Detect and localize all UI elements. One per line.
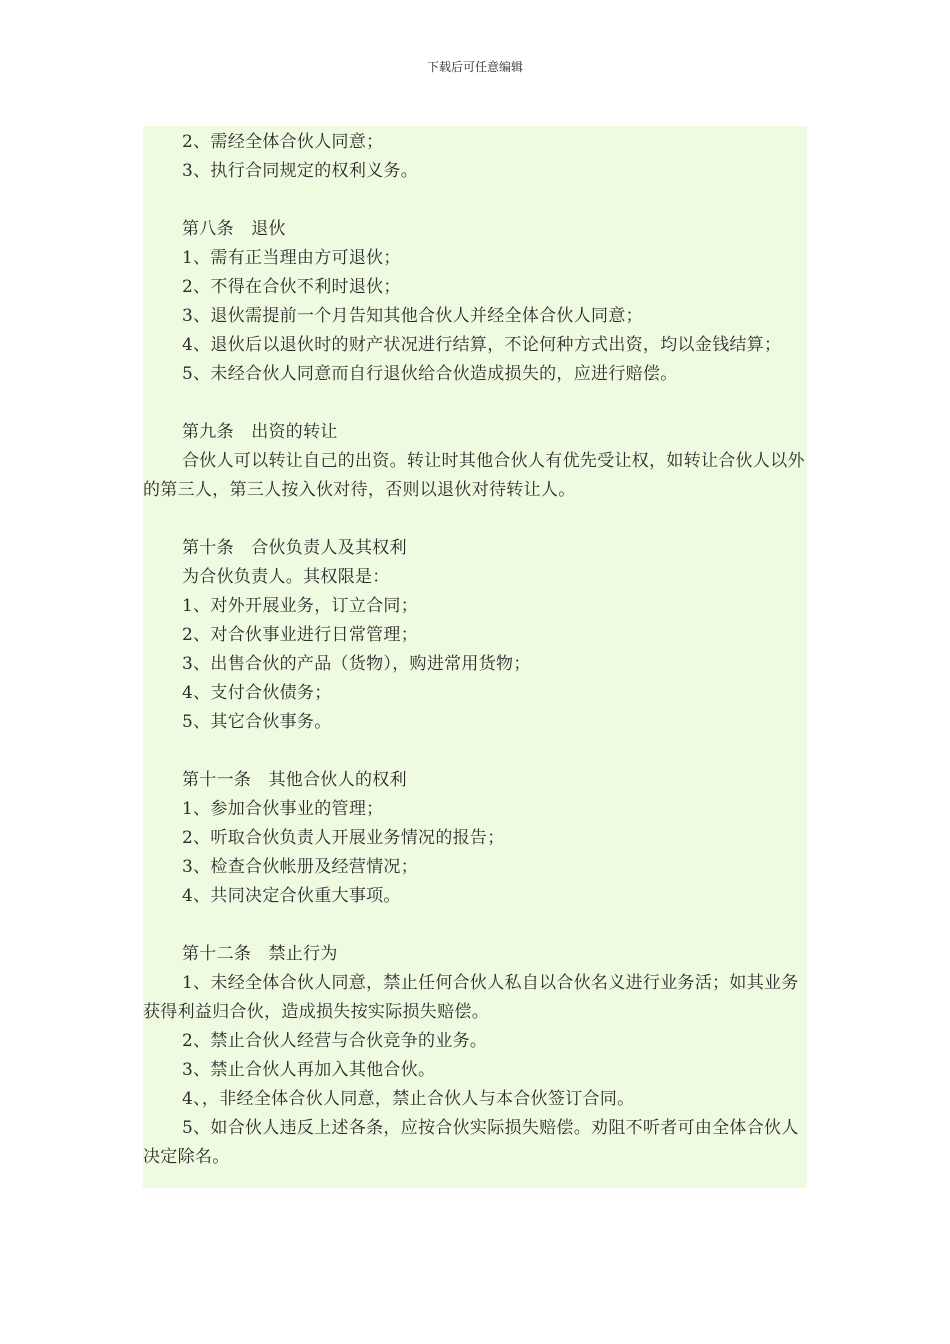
paragraph: 5、未经合伙人同意而自行退伙给合伙造成损失的，应进行赔偿。 — [182, 364, 678, 384]
paragraph: 4、共同决定合伙重大事项。 — [182, 886, 401, 906]
paragraph: 3、禁止合伙人再加入其他合伙。 — [182, 1060, 436, 1080]
paragraph: 3、检查合伙帐册及经营情况； — [182, 857, 419, 877]
blank-line — [143, 505, 807, 534]
paragraph: 1、需有正当理由方可退伙； — [182, 248, 401, 268]
paragraph: 2、需经全体合伙人同意； — [182, 132, 384, 152]
paragraph: 2、对合伙事业进行日常管理； — [182, 625, 419, 645]
paragraph: 3、执行合同规定的权利义务。 — [182, 161, 419, 181]
paragraph: 3、出售合伙的产品（货物），购进常用货物； — [182, 654, 531, 674]
blank-line — [143, 389, 807, 418]
blank-line — [143, 737, 807, 766]
document-body — [143, 126, 807, 1188]
blank-line — [143, 911, 807, 940]
paragraph: 3、退伙需提前一个月告知其他合伙人并经全体合伙人同意； — [182, 306, 643, 326]
paragraph: 2、听取合伙负责人开展业务情况的报告； — [182, 828, 505, 848]
paragraph: 4、支付合伙债务； — [182, 683, 332, 703]
paragraph: 1、未经全体合伙人同意，禁止任何合伙人私自以合伙名义进行业务活；如其业务获得利益归合伙，造成损失按实际损失赔偿。 — [143, 973, 799, 1022]
page-header: 下载后可任意编辑 — [426, 60, 523, 74]
paragraph: 5、其它合伙事务。 — [182, 712, 332, 732]
paragraph: 5、如合伙人违反上述各条，应按合伙实际损失赔偿。劝阻不听者可由全体合伙人决定除名。 — [143, 1118, 799, 1167]
paragraph: 2、不得在合伙不利时退伙； — [182, 277, 401, 297]
paragraph: 4、退伙后以退伙时的财产状况进行结算，不论何种方式出资，均以金钱结算； — [182, 335, 782, 355]
paragraph: 1、对外开展业务，订立合同； — [182, 596, 419, 616]
article-heading: 第九条 出资的转让 — [182, 422, 338, 442]
article-heading: 第八条 退伙 — [182, 219, 286, 239]
article-heading: 第十二条 禁止行为 — [182, 944, 338, 964]
paragraph: 1、参加合伙事业的管理； — [182, 799, 384, 819]
paragraph: 合伙人可以转让自己的出资。转让时其他合伙人有优先受让权，如转让合伙人以外的第三人，第三人按入伙对待，否则以退伙对待转让人。 — [143, 451, 805, 500]
paragraph: 2、禁止合伙人经营与合伙竞争的业务。 — [182, 1031, 488, 1051]
article-heading: 第十一条 其他合伙人的权利 — [182, 770, 407, 790]
blank-line — [143, 186, 807, 215]
paragraph: 4、，非经全体合伙人同意，禁止合伙人与本合伙签订合同。 — [182, 1089, 635, 1109]
paragraph: 为合伙负责人。其权限是： — [182, 567, 390, 587]
article-heading: 第十条 合伙负责人及其权利 — [182, 538, 407, 558]
